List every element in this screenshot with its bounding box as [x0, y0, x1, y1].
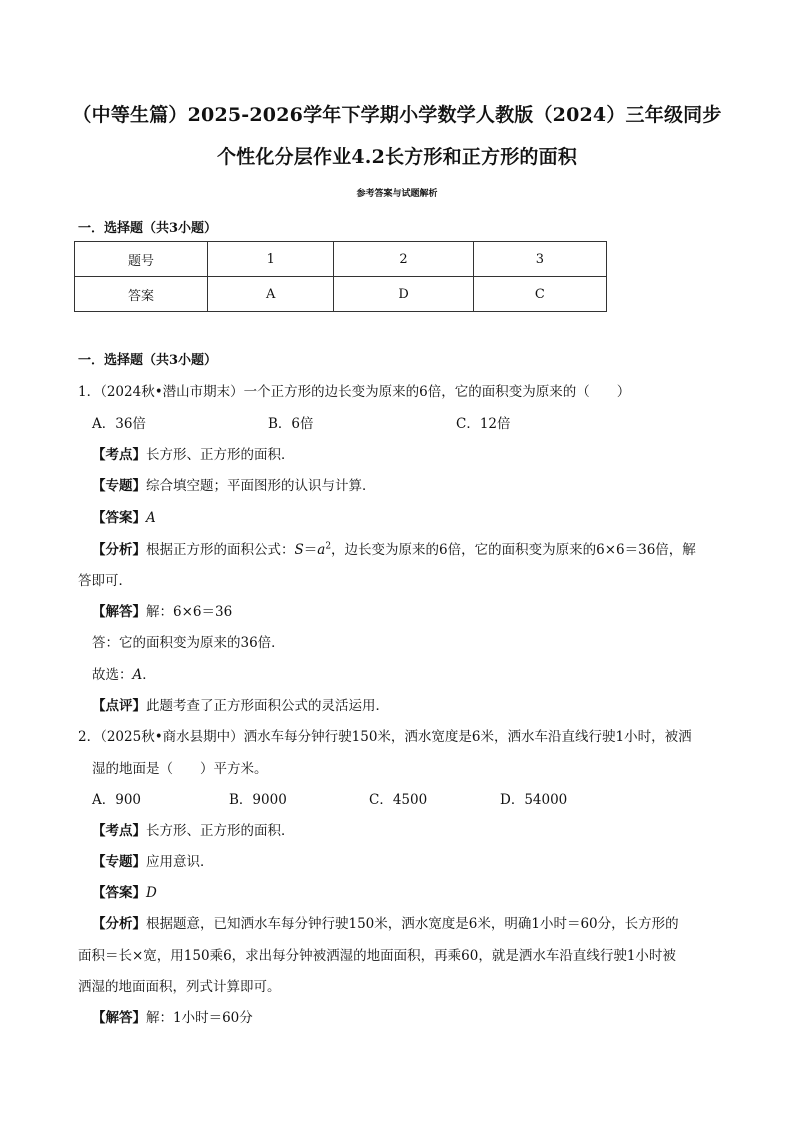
kaodian-text: 长方形、正方形的面积． — [146, 823, 295, 839]
table-row — [75, 242, 607, 277]
question-1-stem: 1．（2024秋•潜山市期末）一个正方形的边长变为原来的6倍，它的面积变为原来的（ ） — [78, 384, 631, 400]
table-header-cell: 答案 — [75, 277, 208, 312]
table-cell: 1 — [208, 242, 334, 277]
kaodian-tag: 【考点】 — [92, 447, 146, 463]
daan-tag: 【答案】 — [92, 885, 146, 901]
kaodian-tag: 【考点】 — [92, 823, 146, 839]
option-d: D．54000 — [500, 792, 568, 808]
fenxi-text-a: 根据题意，已知洒水车每分钟行驶150米，洒水宽度是6米，明确1小时＝60分，长方形的 — [146, 916, 679, 932]
document-subtitle: 参考答案与试题解析 — [356, 189, 438, 199]
formula-a: a — [317, 542, 326, 558]
option-a: A．900 — [92, 792, 142, 808]
q1-fenxi-cont: 答即可． — [78, 573, 132, 589]
answer-table — [74, 241, 607, 312]
formula-eq: ＝ — [303, 542, 318, 558]
jieda-text: 解：6×6＝36 — [146, 604, 233, 620]
zhuanti-tag: 【专题】 — [92, 854, 146, 870]
q1-zhuanti — [92, 474, 376, 494]
question-2-stem-line2: 湿的地面是（ ）平方米。 — [92, 761, 268, 777]
guxuan-suffix: ． — [142, 667, 156, 683]
q2-fenxi — [92, 912, 679, 932]
q1-fenxi — [92, 538, 696, 558]
table-cell: C — [473, 277, 606, 312]
table-cell: A — [208, 277, 334, 312]
zhuanti-text: 综合填空题；平面图形的认识与计算． — [146, 478, 376, 494]
jieda-text: 解：1小时＝60分 — [146, 1010, 253, 1026]
jieda-tag: 【解答】 — [92, 604, 146, 620]
q2-kaodian — [92, 819, 295, 839]
document-title-line2: 个性化分层作业4.2长方形和正方形的面积 — [216, 146, 578, 168]
kaodian-text: 长方形、正方形的面积． — [146, 447, 295, 463]
q1-jieda — [92, 600, 232, 620]
dianping-tag: 【点评】 — [92, 698, 146, 714]
table-cell: D — [334, 277, 473, 312]
table-row — [75, 277, 607, 312]
jieda-tag: 【解答】 — [92, 1010, 146, 1026]
daan-text: D — [146, 885, 157, 901]
fenxi-tag: 【分析】 — [92, 916, 146, 932]
question-2-options — [92, 788, 567, 808]
q1-daan — [92, 506, 156, 526]
table-header-cell: 题号 — [75, 242, 208, 277]
option-c: C．12倍 — [456, 416, 511, 432]
fenxi-text-b: ，边长变为原来的6倍，它的面积变为原来的6×6＝36倍，解 — [331, 542, 696, 558]
q1-guxuan — [92, 663, 156, 683]
table-cell: 2 — [334, 242, 473, 277]
option-a: A．36倍 — [92, 416, 146, 432]
zhuanti-tag: 【专题】 — [92, 478, 146, 494]
q2-jieda — [92, 1006, 253, 1026]
table-cell: 3 — [473, 242, 606, 277]
q2-zhuanti — [92, 850, 214, 870]
q1-da: 答：它的面积变为原来的36倍． — [92, 635, 285, 651]
zhuanti-text: 应用意识． — [146, 854, 214, 870]
q2-fenxi-cont1: 面积＝长×宽，用150乘6，求出每分钟被洒湿的地面面积，再乘60，就是洒水车沿直线行驶1小时被 — [78, 948, 676, 964]
guxuan-answer: A — [132, 667, 143, 683]
q1-dianping — [92, 694, 389, 714]
option-b: B．9000 — [229, 792, 287, 808]
fenxi-tag: 【分析】 — [92, 542, 146, 558]
document-title-line1: （中等生篇）2025-2026学年下学期小学数学人教版（2024）三年级同步 — [72, 104, 722, 126]
fenxi-text-a: 根据正方形的面积公式： — [146, 542, 295, 558]
question-1-options — [92, 412, 511, 432]
q1-kaodian — [92, 443, 295, 463]
dianping-text: 此题考查了正方形面积公式的灵活运用． — [146, 698, 389, 714]
q2-daan — [92, 881, 157, 901]
daan-text: A — [146, 510, 156, 526]
option-b: B．6倍 — [268, 416, 314, 432]
section-header: 一．选择题（共3小题） — [78, 221, 218, 236]
q2-fenxi-cont2: 洒湿的地面面积，列式计算即可。 — [78, 979, 281, 995]
question-2-stem-line1: 2．（2025秋•商水县期中）洒水车每分钟行驶150米，洒水宽度是6米，洒水车沿直线行驶1小时，被洒 — [78, 729, 692, 745]
formula-exponent: 2 — [325, 541, 332, 552]
daan-tag: 【答案】 — [92, 510, 146, 526]
guxuan-prefix: 故选： — [92, 667, 133, 683]
formula-s: S — [294, 542, 304, 558]
option-c: C．4500 — [369, 792, 428, 808]
section-header-2: 一．选择题（共3小题） — [78, 353, 218, 368]
